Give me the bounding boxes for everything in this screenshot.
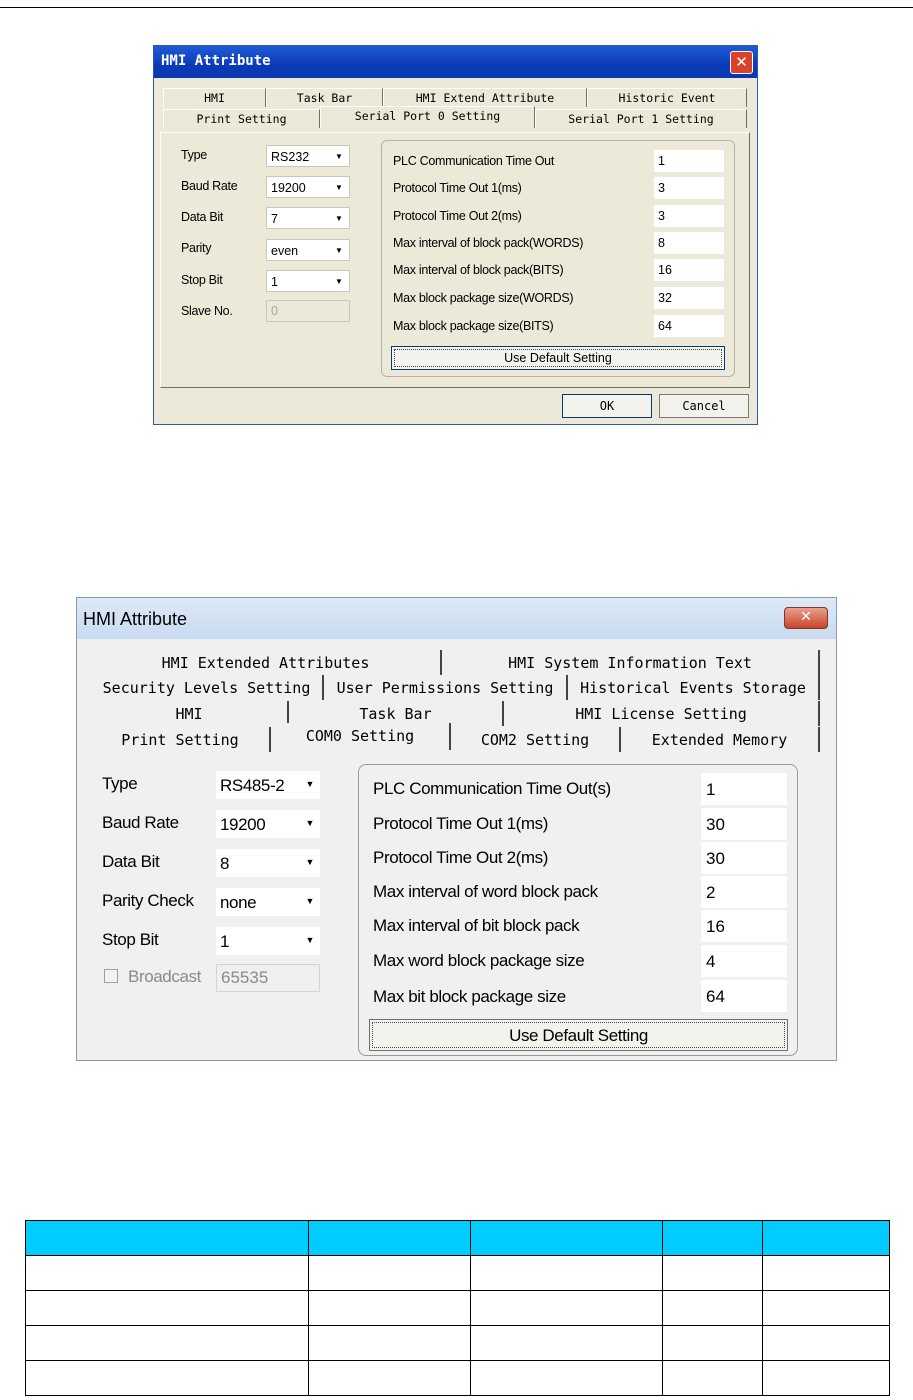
param-value: 4	[706, 952, 716, 971]
table-cell	[763, 1256, 890, 1291]
tab-serial-port-1-setting[interactable]: Serial Port 1 Setting	[535, 109, 747, 128]
param-input[interactable]	[654, 259, 724, 281]
param-input[interactable]	[654, 177, 724, 199]
use-default-setting-label: Use Default Setting	[509, 1026, 648, 1045]
chevron-down-icon[interactable]: ▼	[305, 818, 315, 828]
type-select[interactable]	[266, 145, 350, 167]
tab-com2-setting[interactable]: COM2 Setting	[451, 727, 621, 752]
param-input[interactable]	[654, 150, 724, 172]
param-input[interactable]	[701, 808, 787, 840]
stop-bit-value: 1	[220, 932, 230, 951]
dialog2-titlebar[interactable]	[77, 598, 836, 639]
table-cell	[663, 1256, 763, 1291]
param-input[interactable]	[654, 205, 724, 227]
param-label: PLC Communication Time Out	[393, 154, 555, 168]
table-cell	[663, 1326, 763, 1361]
stop-bit-value: 1	[271, 275, 278, 289]
tab-task-bar[interactable]: Task Bar	[289, 701, 504, 726]
param-label: Max interval of block pack(WORDS)	[393, 236, 584, 250]
tab-hmi-extend-attribute[interactable]: HMI Extend Attribute	[383, 88, 587, 107]
table-cell	[26, 1291, 309, 1326]
dialog2-close-button[interactable]: ✕	[784, 607, 828, 629]
baud-rate-label: Baud Rate	[181, 179, 238, 193]
table-row	[26, 1361, 890, 1396]
tab-historical-events-storage[interactable]: Historical Events Storage	[568, 675, 820, 700]
type-label: Type	[181, 148, 207, 162]
param-value: 3	[658, 181, 665, 195]
type-value: RS485-2	[220, 776, 285, 795]
param-input[interactable]	[701, 842, 787, 874]
param-input[interactable]	[654, 287, 724, 309]
dialog1-titlebar[interactable]	[154, 46, 757, 78]
parity-check-label: Parity Check	[102, 891, 194, 910]
parity-select[interactable]	[266, 239, 350, 261]
use-default-setting-button[interactable]	[391, 346, 725, 370]
hmi-attribute-dialog-2	[76, 597, 837, 1061]
parity-label: Parity	[181, 241, 212, 255]
param-value: 3	[658, 209, 665, 223]
baud-rate-label: Baud Rate	[102, 813, 179, 832]
use-default-setting-label: Use Default Setting	[504, 351, 612, 365]
param-value: 30	[706, 849, 725, 868]
param-label: Max block package size(BITS)	[393, 319, 554, 333]
broadcast-value: 65535	[221, 968, 269, 987]
table-row	[26, 1326, 890, 1361]
param-label: PLC Communication Time Out(s)	[373, 779, 611, 798]
param-value: 8	[658, 236, 665, 250]
stop-bit-select[interactable]	[216, 927, 320, 955]
param-input[interactable]	[654, 315, 724, 337]
table-cell	[763, 1326, 890, 1361]
dialog1-title: HMI Attribute	[161, 53, 271, 69]
table-header-cell	[763, 1221, 890, 1256]
data-bit-label: Data Bit	[181, 210, 224, 224]
param-label: Max block package size(WORDS)	[393, 291, 574, 305]
parity-check-value: none	[220, 893, 257, 912]
chevron-down-icon[interactable]: ▼	[305, 935, 315, 945]
param-input[interactable]	[654, 232, 724, 254]
table-cell	[26, 1256, 309, 1291]
dialog2-tabs-row2	[91, 675, 820, 700]
param-input[interactable]	[701, 910, 787, 942]
type-select[interactable]	[216, 771, 320, 799]
chevron-down-icon[interactable]: ▼	[305, 857, 315, 867]
table-cell	[26, 1326, 309, 1361]
dialog2-params-group	[358, 764, 798, 1056]
table-cell	[471, 1256, 663, 1291]
param-value: 30	[706, 815, 725, 834]
table-cell	[663, 1361, 763, 1396]
tab-hmi-license-setting[interactable]: HMI License Setting	[504, 701, 820, 726]
param-label: Protocol Time Out 1(ms)	[393, 181, 522, 195]
table-cell	[309, 1291, 471, 1326]
chevron-down-icon[interactable]: ▼	[305, 896, 315, 906]
chevron-down-icon[interactable]: ▼	[335, 246, 343, 255]
dialog1-close-button[interactable]: ✕	[730, 51, 753, 74]
param-input[interactable]	[701, 945, 787, 977]
param-value: 16	[706, 917, 725, 936]
baud-rate-select[interactable]	[216, 810, 320, 838]
stop-bit-label: Stop Bit	[181, 273, 223, 287]
parity-check-select[interactable]	[216, 888, 320, 916]
tab-serial-port-0-setting[interactable]: Serial Port 0 Setting	[320, 106, 535, 128]
dialog1-params-group	[381, 140, 735, 377]
table-cell	[309, 1361, 471, 1396]
param-value: 64	[658, 319, 672, 333]
tab-task-bar[interactable]: Task Bar	[266, 88, 383, 107]
param-value: 64	[706, 987, 725, 1006]
table-cell	[309, 1256, 471, 1291]
chevron-down-icon[interactable]: ▼	[335, 183, 343, 192]
param-label: Max word block package size	[373, 951, 585, 970]
data-bit-value: 7	[271, 212, 278, 226]
param-label: Protocol Time Out 2(ms)	[373, 848, 549, 867]
chevron-down-icon[interactable]: ▼	[335, 277, 343, 286]
tab-print-setting[interactable]: Print Setting	[163, 109, 320, 128]
slave-no-field	[266, 300, 350, 322]
type-value: RS232	[271, 150, 310, 164]
parity-value: even	[271, 244, 299, 258]
dialog2-tabs-row4	[91, 727, 820, 752]
baud-rate-select[interactable]	[266, 176, 350, 198]
param-label: Max interval of word block pack	[373, 882, 598, 901]
tab-print-setting[interactable]: Print Setting	[91, 727, 271, 752]
param-label: Max interval of block pack(BITS)	[393, 263, 564, 277]
dialog2-tabs-row3	[91, 701, 820, 726]
data-bit-select[interactable]	[216, 849, 320, 877]
tab-historic-event[interactable]: Historic Event	[587, 88, 747, 107]
table-cell	[763, 1291, 890, 1326]
table-header-row	[26, 1221, 890, 1256]
type-label: Type	[102, 774, 138, 793]
tab-hmi[interactable]: HMI	[91, 701, 289, 726]
dialog2-tabs-row1	[91, 650, 820, 675]
param-label: Max interval of bit block pack	[373, 916, 580, 935]
table-header-cell	[663, 1221, 763, 1256]
table-cell	[309, 1326, 471, 1361]
slave-no-label: Slave No.	[181, 304, 233, 318]
chevron-down-icon[interactable]: ▼	[335, 152, 343, 161]
table-cell	[663, 1291, 763, 1326]
ok-button[interactable]: OK	[562, 394, 652, 418]
param-value: 32	[658, 291, 672, 305]
stop-bit-label: Stop Bit	[102, 930, 159, 949]
data-bit-select[interactable]	[266, 207, 350, 229]
table-header-cell	[471, 1221, 663, 1256]
tab-security-levels-setting[interactable]: Security Levels Setting	[91, 675, 324, 700]
param-input[interactable]	[701, 773, 787, 805]
dialog1-tabs-row1	[163, 88, 747, 107]
param-input[interactable]	[701, 980, 787, 1012]
table-cell	[471, 1291, 663, 1326]
data-bit-label: Data Bit	[102, 852, 160, 871]
param-label: Protocol Time Out 1(ms)	[373, 814, 549, 833]
tab-com0-setting[interactable]: COM0 Setting	[271, 723, 451, 750]
data-table	[25, 1220, 890, 1396]
chevron-down-icon[interactable]: ▼	[335, 214, 343, 223]
baud-rate-value: 19200	[271, 181, 306, 195]
cancel-button[interactable]: Cancel	[659, 394, 749, 418]
dialog1-tabs-row2	[163, 109, 747, 128]
broadcast-label: Broadcast	[128, 967, 201, 986]
table-cell	[26, 1361, 309, 1396]
table-cell	[471, 1361, 663, 1396]
table-row	[26, 1291, 890, 1326]
tab-hmi-system-information-text[interactable]: HMI System Information Text	[442, 650, 820, 675]
data-bit-value: 8	[220, 854, 230, 873]
param-value: 16	[658, 263, 672, 277]
page-top-rule	[0, 7, 913, 8]
broadcast-field	[216, 964, 320, 992]
param-input[interactable]	[701, 876, 787, 908]
dialog2-title: HMI Attribute	[83, 609, 188, 629]
table-row	[26, 1256, 890, 1291]
table-cell	[471, 1326, 663, 1361]
stop-bit-select[interactable]	[266, 270, 350, 292]
broadcast-checkbox[interactable]	[104, 969, 118, 983]
table-header-cell	[26, 1221, 309, 1256]
param-value: 2	[706, 883, 716, 902]
tab-extended-memory[interactable]: Extended Memory	[621, 727, 820, 752]
param-label: Protocol Time Out 2(ms)	[393, 209, 522, 223]
param-value: 1	[658, 154, 665, 168]
tab-user-permissions-setting[interactable]: User Permissions Setting	[324, 675, 568, 700]
table-header-cell	[309, 1221, 471, 1256]
use-default-setting-button[interactable]	[369, 1019, 788, 1051]
baud-rate-value: 19200	[220, 815, 266, 834]
tab-hmi[interactable]: HMI	[163, 88, 266, 107]
slave-no-value: 0	[271, 304, 278, 318]
hmi-attribute-dialog-1	[153, 45, 758, 425]
chevron-down-icon[interactable]: ▼	[305, 779, 315, 789]
param-label: Max bit block package size	[373, 987, 566, 1006]
table-cell	[763, 1361, 890, 1396]
param-value: 1	[706, 780, 716, 799]
tab-hmi-extended-attributes[interactable]: HMI Extended Attributes	[91, 650, 442, 675]
